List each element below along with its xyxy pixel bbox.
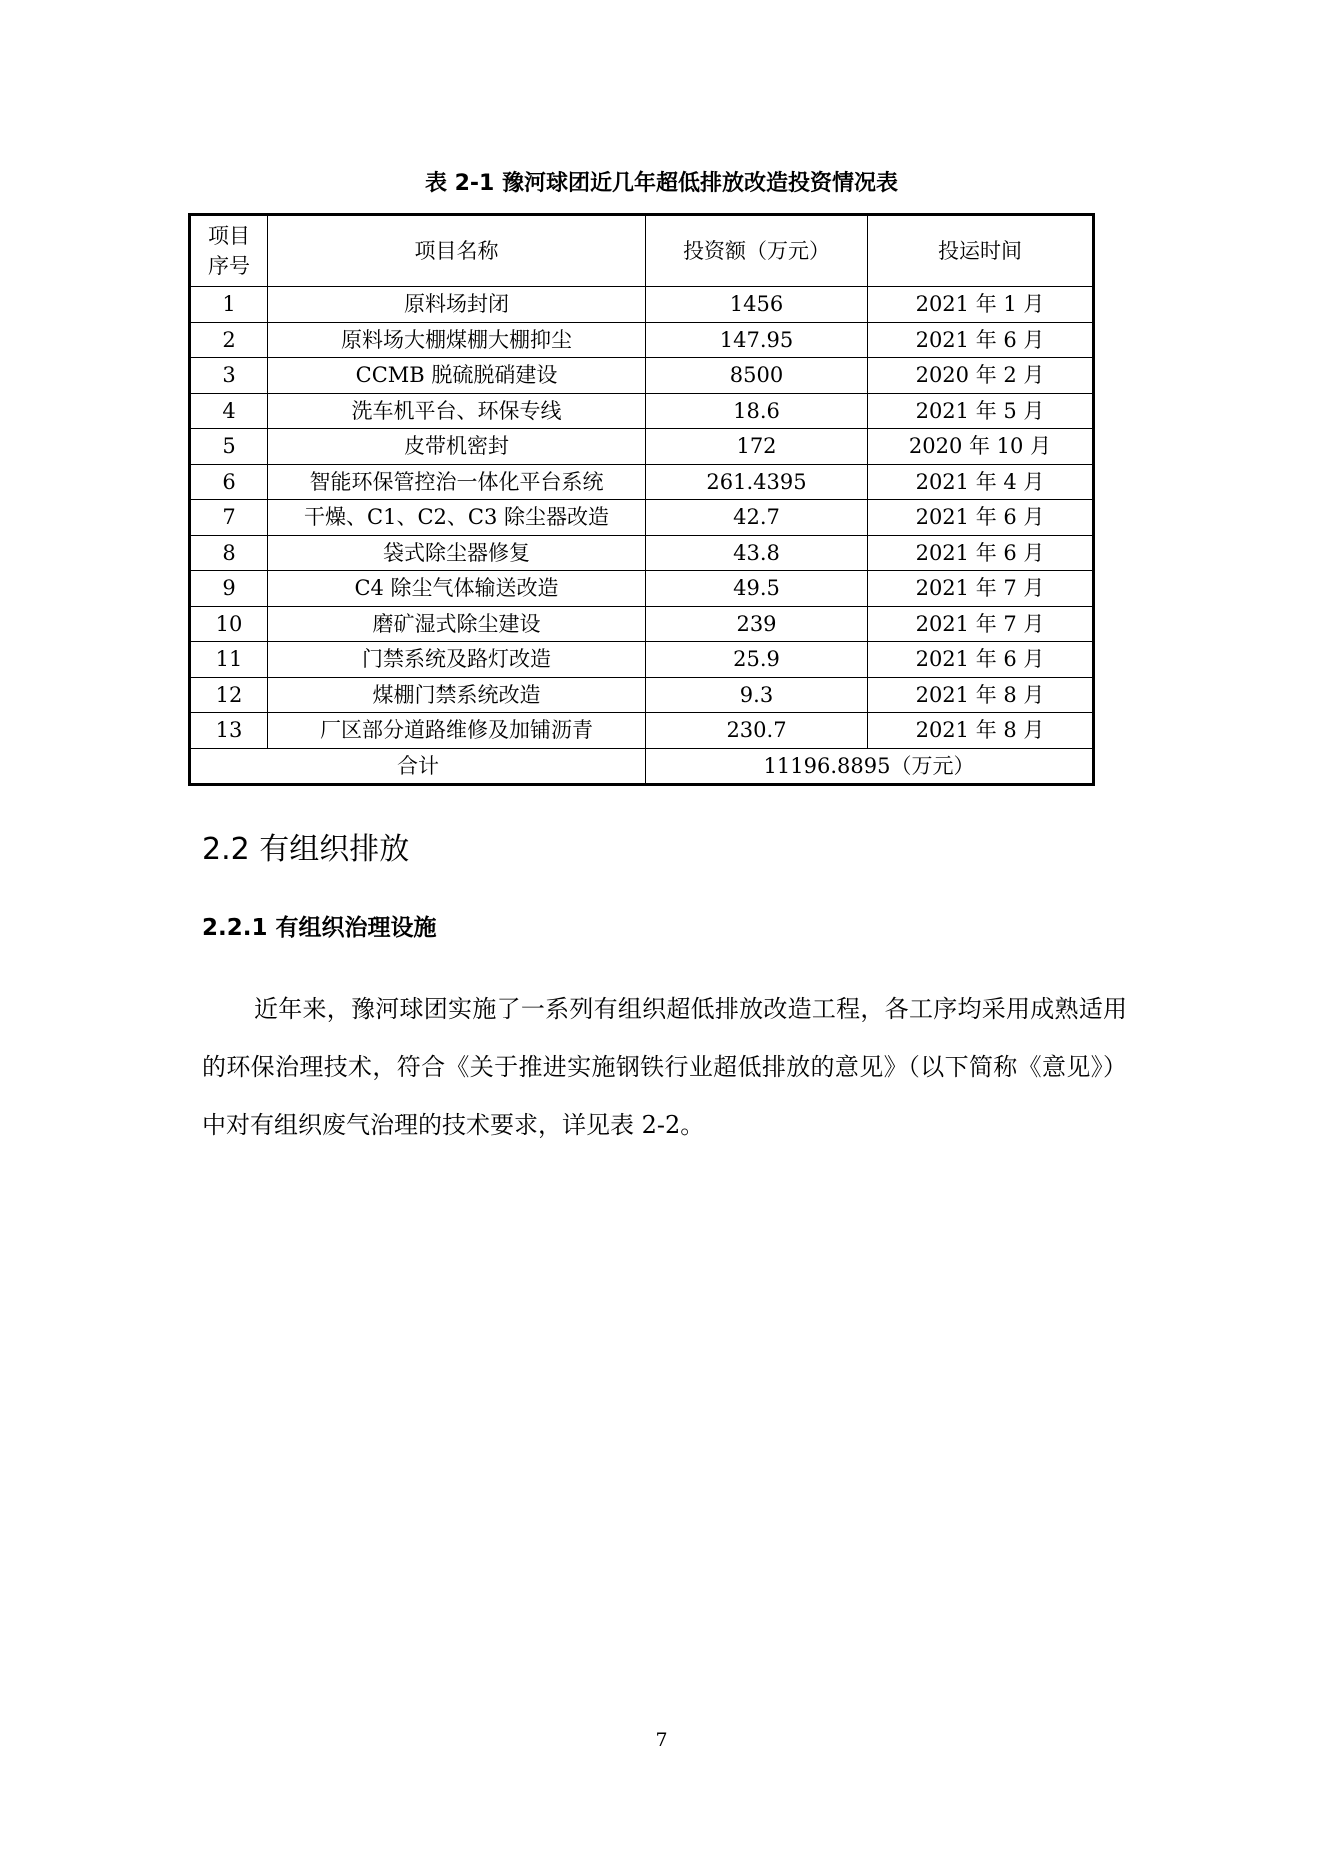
cell-name: 洗车机平台、环保专线	[268, 393, 646, 429]
cell-name: 磨矿湿式除尘建设	[268, 606, 646, 642]
cell-index: 1	[190, 287, 268, 323]
cell-time: 2021 年 6 月	[868, 500, 1094, 536]
cell-time: 2021 年 6 月	[868, 322, 1094, 358]
table-total-row	[190, 748, 1094, 785]
cell-index: 2	[190, 322, 268, 358]
cell-name: 袋式除尘器修复	[268, 535, 646, 571]
cell-time: 2021 年 8 月	[868, 677, 1094, 713]
total-value: 11196.8895（万元）	[646, 748, 1094, 785]
cell-index: 6	[190, 464, 268, 500]
cell-time: 2020 年 10 月	[868, 429, 1094, 465]
table-row	[190, 393, 1094, 429]
cell-amount: 1456	[646, 287, 868, 323]
cell-index: 7	[190, 500, 268, 536]
cell-amount: 172	[646, 429, 868, 465]
cell-time: 2021 年 7 月	[868, 606, 1094, 642]
cell-name: 干燥、C1、C2、C3 除尘器改造	[268, 500, 646, 536]
header-index: 项目序号	[190, 215, 268, 287]
cell-amount: 43.8	[646, 535, 868, 571]
cell-name: 皮带机密封	[268, 429, 646, 465]
table-row	[190, 677, 1094, 713]
cell-amount: 25.9	[646, 642, 868, 678]
cell-name: 智能环保管控治一体化平台系统	[268, 464, 646, 500]
cell-index: 3	[190, 358, 268, 394]
cell-index: 11	[190, 642, 268, 678]
header-name: 项目名称	[268, 215, 646, 287]
cell-name: 原料场封闭	[268, 287, 646, 323]
table-row	[190, 464, 1094, 500]
cell-time: 2021 年 5 月	[868, 393, 1094, 429]
table-header-row	[190, 215, 1094, 287]
cell-name: CCMB 脱硫脱硝建设	[268, 358, 646, 394]
cell-name: 门禁系统及路灯改造	[268, 642, 646, 678]
body-paragraph: 近年来，豫河球团实施了一系列有组织超低排放改造工程，各工序均采用成熟适用的环保治理技术，符合《关于推进实施钢铁行业超低排放的意见》（以下简称《意见》）中对有组织废气治理的技术要求，详见表 2-2。	[202, 995, 1127, 1139]
cell-time: 2021 年 4 月	[868, 464, 1094, 500]
cell-index: 4	[190, 393, 268, 429]
table-row	[190, 358, 1094, 394]
cell-amount: 49.5	[646, 571, 868, 607]
cell-amount: 9.3	[646, 677, 868, 713]
investment-table	[188, 213, 1095, 786]
cell-amount: 8500	[646, 358, 868, 394]
table-row	[190, 606, 1094, 642]
section-heading: 2.2 有组织排放	[202, 832, 410, 867]
table-body	[190, 287, 1094, 749]
cell-name: 厂区部分道路维修及加铺沥青	[268, 713, 646, 749]
subsection-heading: 2.2.1 有组织治理设施	[202, 915, 437, 941]
cell-index: 10	[190, 606, 268, 642]
cell-index: 9	[190, 571, 268, 607]
cell-amount: 261.4395	[646, 464, 868, 500]
cell-time: 2021 年 1 月	[868, 287, 1094, 323]
table-row	[190, 322, 1094, 358]
cell-amount: 230.7	[646, 713, 868, 749]
cell-amount: 239	[646, 606, 868, 642]
cell-name: C4 除尘气体输送改造	[268, 571, 646, 607]
table-row	[190, 571, 1094, 607]
cell-index: 8	[190, 535, 268, 571]
cell-name: 原料场大棚煤棚大棚抑尘	[268, 322, 646, 358]
table-row	[190, 642, 1094, 678]
cell-amount: 18.6	[646, 393, 868, 429]
cell-time: 2021 年 6 月	[868, 535, 1094, 571]
total-label: 合计	[190, 748, 646, 785]
table-caption: 表 2-1 豫河球团近几年超低排放改造投资情况表	[424, 171, 899, 196]
cell-index: 13	[190, 713, 268, 749]
table-row	[190, 713, 1094, 749]
table-row	[190, 287, 1094, 323]
page-number: 7	[655, 1729, 668, 1751]
cell-time: 2021 年 8 月	[868, 713, 1094, 749]
cell-index: 12	[190, 677, 268, 713]
cell-time: 2021 年 6 月	[868, 642, 1094, 678]
cell-name: 煤棚门禁系统改造	[268, 677, 646, 713]
cell-time: 2021 年 7 月	[868, 571, 1094, 607]
table-row	[190, 429, 1094, 465]
table-row	[190, 500, 1094, 536]
header-amount: 投资额（万元）	[646, 215, 868, 287]
cell-amount: 147.95	[646, 322, 868, 358]
cell-amount: 42.7	[646, 500, 868, 536]
table-row	[190, 535, 1094, 571]
cell-index: 5	[190, 429, 268, 465]
header-time: 投运时间	[868, 215, 1094, 287]
cell-time: 2020 年 2 月	[868, 358, 1094, 394]
